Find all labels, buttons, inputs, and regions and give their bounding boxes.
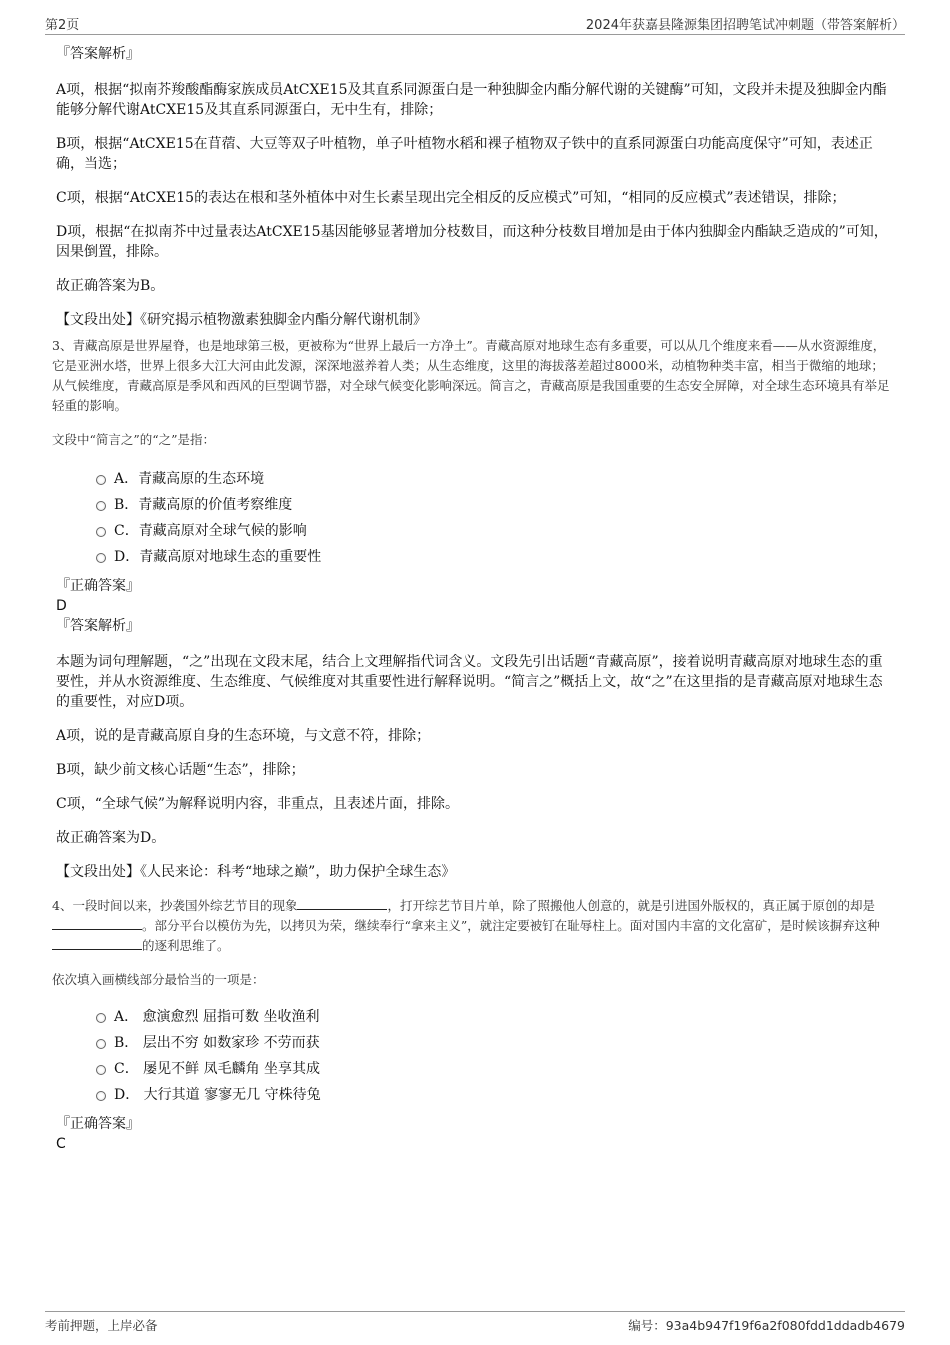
option-label: C．青藏高原对全球气候的影响 (114, 523, 307, 539)
fill-blank (52, 917, 142, 930)
page-header (45, 14, 905, 35)
analysis-label: 『答案解析』 (56, 618, 140, 634)
question-4 (52, 896, 896, 990)
option-a[interactable] (96, 1004, 896, 1030)
document-body (52, 44, 896, 1154)
analysis-option-a: A项，根据“拟南芥羧酸酯酶家族成员AtCXE15及其直系同源蛋白是一种独脚金内酯分解代谢的关键酶”可知，文段并未提及独脚金内酯能够分解代谢AtCXE15及其直系同源蛋白，无中生有，排除； (56, 82, 887, 118)
option-label: B． 层出不穷 如数家珍 不劳而获 (114, 1035, 320, 1051)
answer-label: 『正确答案』 (56, 1116, 140, 1132)
option-c[interactable] (96, 518, 896, 544)
source-citation: 【文段出处】《研究揭示植物激素独脚金内酯分解代谢机制》 (56, 312, 427, 328)
analysis-option-a: A项，说的是青藏高原自身的生态环境，与文意不符，排除； (56, 728, 431, 744)
stem-part: 。部分平台以模仿为先，以拷贝为荣，继续奉行“拿来主义”，就注定要被钉在耻辱柱上。面对国内丰富的文化富矿，是时候该摒弃这种 (142, 918, 880, 933)
analysis-option-b: B项，根据“AtCXE15在苜蓿、大豆等双子叶植物，单子叶植物水稻和裸子植物双子铁中的直系同源蛋白功能高度保守”可知，表述正确，当选； (56, 136, 873, 172)
analysis-option-c: C项，“全球气候”为解释说明内容，非重点，且表述片面，排除。 (56, 796, 460, 812)
fill-blank (297, 897, 387, 910)
option-d[interactable] (96, 1082, 896, 1108)
option-d[interactable] (96, 544, 896, 570)
question-stem: 3、青藏高原是世界屋脊，也是地球第三极，更被称为“世界上最后一方净土”。青藏高原对地球生态有多重要，可以从几个维度来看——从水资源维度，它是亚洲水塔，世界上很多大江大河由此发源，深深地滋养着人类；从生态维度，这里的海拔落差超过8000米，动植物种类丰富，相当于微缩的地球；从气候维度，青藏高原是季风和西风的巨型调节器，对全球气候变化影响深远。简言之，青藏高原是我国重要的生态安全屏障，对全球生态环境具有举足轻重的影响。 (52, 338, 890, 413)
page-number: 第2页 (45, 18, 80, 33)
option-b[interactable] (96, 492, 896, 518)
page-footer (45, 1311, 905, 1339)
option-label: A．青藏高原的生态环境 (114, 471, 265, 487)
footer-slogan: 考前押题，上岸必备 (45, 1318, 158, 1333)
answer-label: 『正确答案』 (56, 578, 140, 594)
question-3 (52, 336, 896, 450)
option-c[interactable] (96, 1056, 896, 1082)
analysis-text: 本题为词句理解题，“之”出现在文段末尾，结合上文理解指代词含义。文段先引出话题“青藏高原”，接着说明青藏高原对地球生态的重要性，并从水资源维度、生态维度、气候维度对其重要性进行解释说明。“简言之”概括上文，故“之”在这里指的是青藏高原对地球生态的重要性，对应D项。 (56, 654, 883, 710)
radio-button-icon[interactable] (96, 553, 106, 563)
source-citation: 【文段出处】《人民来论：科考“地球之巅”，助力保护全球生态》 (56, 864, 456, 880)
radio-button-icon[interactable] (96, 1013, 106, 1023)
document-title: 2024年获嘉县隆源集团招聘笔试冲刺题（带答案解析） (585, 18, 905, 33)
correct-answer: C (56, 1136, 66, 1152)
option-label: D．青藏高原对地球生态的重要性 (114, 549, 322, 565)
q3-options (96, 466, 896, 570)
analysis-option-b: B项，缺少前文核心话题“生态”，排除； (56, 762, 305, 778)
document-serial: 编号：93a4b947f19f6a2f080fdd1ddadb4679 (628, 1318, 905, 1333)
radio-button-icon[interactable] (96, 1065, 106, 1075)
correct-answer: D (56, 598, 67, 614)
stem-part: 的逐利思维了。 (142, 938, 230, 953)
option-b[interactable] (96, 1030, 896, 1056)
question-stem (52, 896, 896, 956)
fill-blank (52, 937, 142, 950)
radio-button-icon[interactable] (96, 475, 106, 485)
analysis-conclusion: 故正确答案为D。 (56, 830, 166, 846)
q4-options (96, 1004, 896, 1108)
stem-part: 4、一段时间以来，抄袭国外综艺节目的现象 (52, 898, 298, 913)
radio-button-icon[interactable] (96, 1091, 106, 1101)
analysis-conclusion: 故正确答案为B。 (56, 278, 165, 294)
option-label: C． 屡见不鲜 凤毛麟角 坐享其成 (114, 1061, 321, 1077)
radio-button-icon[interactable] (96, 1039, 106, 1049)
radio-button-icon[interactable] (96, 501, 106, 511)
analysis-option-c: C项，根据“AtCXE15的表达在根和茎外植体中对生长素呈现出完全相反的反应模式”可知，“相同的反应模式”表述错误，排除； (56, 190, 846, 206)
question-prompt: 文段中“简言之”的“之”是指： (52, 432, 216, 447)
radio-button-icon[interactable] (96, 527, 106, 537)
option-label: B．青藏高原的价值考察维度 (114, 497, 293, 513)
option-label: D． 大行其道 寥寥无几 守株待兔 (114, 1087, 321, 1103)
option-a[interactable] (96, 466, 896, 492)
question-prompt: 依次填入画横线部分最恰当的一项是： (52, 972, 265, 987)
stem-part: ，打开综艺节目片单，除了照搬他人创意的，就是引进国外版权的，真正属于原创的却是 (387, 898, 875, 913)
analysis-label: 『答案解析』 (56, 46, 140, 62)
q2-analysis-section (56, 44, 896, 330)
option-label: A． 愈演愈烈 屈指可数 坐收渔利 (114, 1009, 320, 1025)
analysis-option-d: D项，根据“在拟南芥中过量表达AtCXE15基因能够显著增加分枝数目，而这种分枝数目增加是由于体内独脚金内酯缺乏造成的”可知，因果倒置，排除。 (56, 224, 888, 260)
